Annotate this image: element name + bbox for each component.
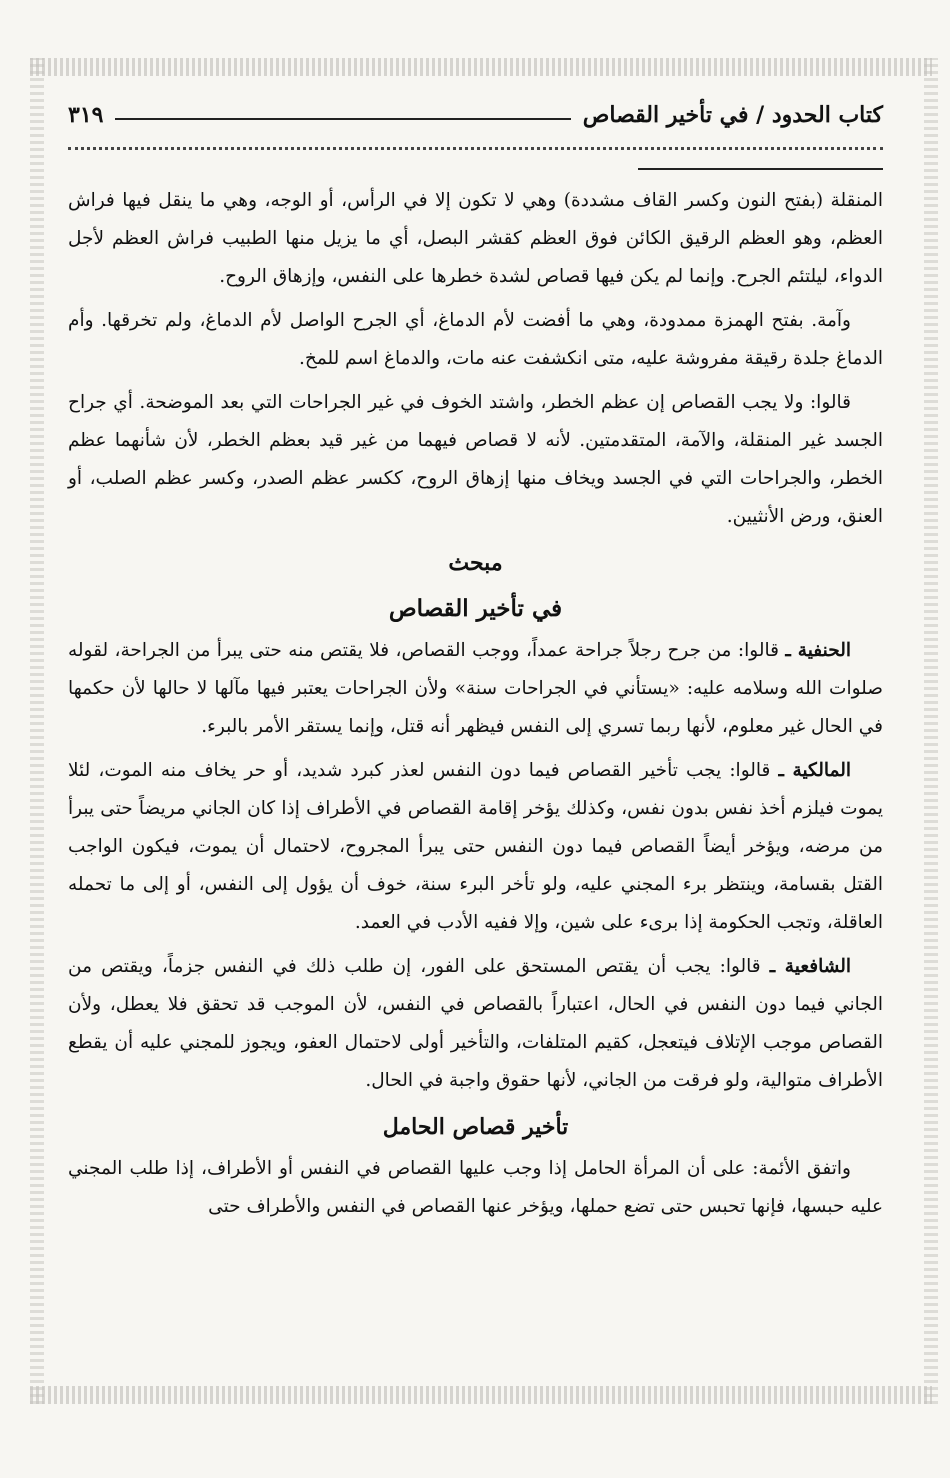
paragraph-munaqqila: المنقلة (بفتح النون وكسر القاف مشددة) وهي لا تكون إلا في الرأس، أو الوجه، وهي ما ينقل فيها فراش العظم، وهو العظم الرقيق الكائن فوق العظم كقشر البصل، أي ما يزيل منها الطبيب فراش العظم لأجل الدواء، ليلتئم الجرح. وإنما لم يكن فيها قصاص لشدة خطرها على النفس، وإزهاق الروح. <box>68 190 883 287</box>
paragraph-amma: وآمة. بفتح الهمزة ممدودة، وهي ما أفضت لأم الدماغ، أي الجرح الواصل لأم الدماغ، ولم تخرقها. وأم الدماغ جلدة رقيقة مفروشة عليه، متى انكشفت عنه مات، والدماغ اسم للمخ. <box>68 310 883 369</box>
running-header <box>68 96 883 134</box>
maliki-text: قالوا: يجب تأخير القصاص فيما دون النفس لعذر كبرد شديد، أو حر يخاف منه الموت، لئلا يموت فيلزم أخذ نفس بدون نفس، وكذلك يؤخر إقامة القصاص في الأطراف إذا كان الجاني مريضاً حتى يبرأ من مرضه، ويؤخر أيضاً القصاص فيما دون النفس حتى يبرأ المجروح، لاحتمال أن يموت، فيكون الواجب القتل بقسامة، وينتظر برء المجني عليه، ولو تأخر البرء سنة، خوف أن يؤول إلى النفس، أو إلى ما تحمله العاقلة، وتجب الحكومة إذا برىء على شين، وإلا ففيه الأدب في العمد. <box>68 760 883 933</box>
section-heading: مبحث <box>448 550 503 576</box>
paragraph-qalu: قالوا: ولا يجب القصاص إن عظم الخطر، واشتد الخوف في غير الجراحات التي بعد الموضحة. أي جراح الجسد غير المنقلة، والآمة، المتقدمتين. لأنه لا قصاص فيهما من غير قيد بعظم الخطر، لأن شأنهما عظم الخطر، والجراحات التي في الجسد ويخاف منها إزهاق الروح، ككسر عظم الصدر، وكسر عظم الصلب، أو العنق، ورض الأنثيين. <box>68 392 883 527</box>
decorative-border-left <box>30 58 44 1404</box>
school-label-maliki: المالكية ـ <box>778 760 851 781</box>
decorative-border-bottom <box>30 1386 932 1404</box>
decorative-border-top <box>30 58 932 76</box>
header-rule <box>115 118 570 120</box>
decorative-border-right <box>924 58 938 1404</box>
paragraph-maliki <box>68 752 883 942</box>
section-title: في تأخير القصاص <box>388 595 563 622</box>
paragraph-hanafi <box>68 632 883 746</box>
dotted-separator <box>68 137 883 150</box>
school-label-shafii: الشافعية ـ <box>769 956 851 977</box>
page-body <box>68 182 883 1226</box>
paragraph-final: واتفق الأئمة: على أن المرأة الحامل إذا وجب عليها القصاص في النفس أو الأطراف، إذا طلب المجني عليه حبسها، فإنها تحبس حتى تضع حملها، ويؤخر عنها القصاص في النفس والأطراف حتى <box>68 1158 883 1217</box>
text-separator-rule <box>638 168 883 170</box>
school-label-hanafi: الحنفية ـ <box>785 640 851 661</box>
page-number: ٣١٩ <box>68 102 104 128</box>
header-title: كتاب الحدود / في تأخير القصاص <box>582 102 883 128</box>
hanafi-text: قالوا: من جرح رجلاً جراحة عمداً، ووجب القصاص، فلا يقتص منه حتى يبرأ من الجراحة، لقوله صلوات الله وسلامه عليه: «يستأني في الجراحات سنة» ولأن الجراحات يعتبر فيها مآلها لا حالها لأن حكمها في الحال غير معلوم، لأنها ربما تسري إلى النفس فيظهر أنه قتل، وإنما يستقر الأمر بالبرء. <box>68 640 883 737</box>
subsection-title: تأخير قصاص الحامل <box>382 1114 569 1140</box>
book-page <box>68 96 883 1232</box>
paragraph-shafii <box>68 948 883 1100</box>
shafii-text: قالوا: يجب أن يقتص المستحق على الفور، إن طلب ذلك في النفس جزماً، ويقتص من الجاني فيما دون النفس في الحال، اعتباراً بالقصاص في النفس، لأن الموجب قد تحقق فلا يعطل، ولأن القصاص موجب الإتلاف فيتعجل، كقيم المتلفات، والتأخير أولى لاحتمال العفو، ويجوز للمجني عليه أن يقطع الأطراف متوالية، ولو فرقت من الجاني، لأنها حقوق واجبة في الحال. <box>68 956 883 1091</box>
